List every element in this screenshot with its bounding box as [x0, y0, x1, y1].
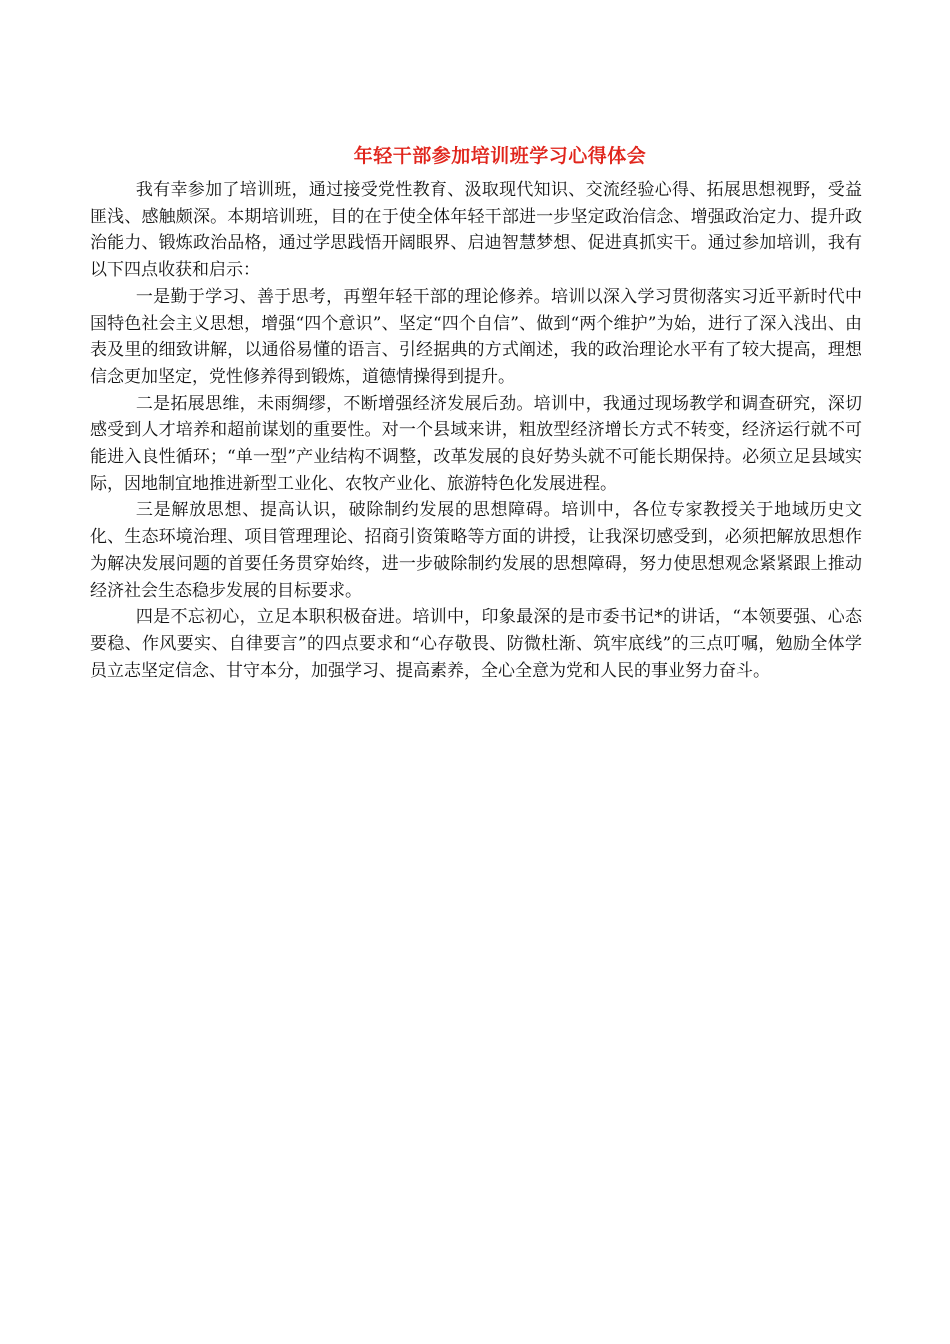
- paragraph-point-4: 四是不忘初心，立足本职积极奋进。培训中，印象最深的是市委书记*的讲话，“本领要强、心态要稳、作风要实、自律要言”的四点要求和“心存敬畏、防微杜渐、筑牢底线”的三点叮嘱，勉励全体学员立志坚定信念、甘守本分，加强学习、提高素养，全心全意为党和人民的事业努力奋斗。: [90, 607, 862, 681]
- paragraph-point-2: 二是拓展思维，未雨绸缪，不断增强经济发展后劲。培训中，我通过现场教学和调查研究，深切感受到人才培养和超前谋划的重要性。对一个县域来讲，粗放型经济增长方式不转变，经济运行就不可能进入良性循环；“单一型”产业结构不调整，改革发展的良好势头就不可能长期保持。必须立足县域实际，因地制宜地推进新型工业化、农牧产业化、旅游特色化发展进程。: [90, 393, 862, 494]
- document-body: [90, 177, 862, 684]
- document-title: 年轻干部参加培训班学习心得体会: [353, 145, 647, 167]
- paragraph-point-1: 一是勤于学习、善于思考，再塑年轻干部的理论修养。培训以深入学习贯彻落实习近平新时代中国特色社会主义思想，增强“四个意识”、坚定“四个自信”、做到“两个维护”为始，进行了深入浅出、由表及里的细致讲解，以通俗易懂的语言、引经据典的方式阐述，我的政治理论水平有了较大提高，理想信念更加坚定，党性修养得到锻炼，道德情操得到提升。: [90, 286, 862, 387]
- paragraph-intro: 我有幸参加了培训班，通过接受党性教育、汲取现代知识、交流经验心得、拓展思想视野，受益匪浅、感触颇深。本期培训班，目的在于使全体年轻干部进一步坚定政治信念、增强政治定力、提升政治能力、锻炼政治品格，通过学思践悟开阔眼界、启迪智慧梦想、促进真抓实干。通过参加培训，我有以下四点收获和启示：: [90, 180, 862, 281]
- paragraph-point-3: 三是解放思想、提高认识，破除制约发展的思想障碍。培训中，各位专家教授关于地域历史文化、生态环境治理、项目管理理论、招商引资策略等方面的讲授，让我深切感受到，必须把解放思想作为解决发展问题的首要任务贯穿始终，进一步破除制约发展的思想障碍，努力使思想观念紧紧跟上推动经济社会生态稳步发展的目标要求。: [90, 500, 862, 601]
